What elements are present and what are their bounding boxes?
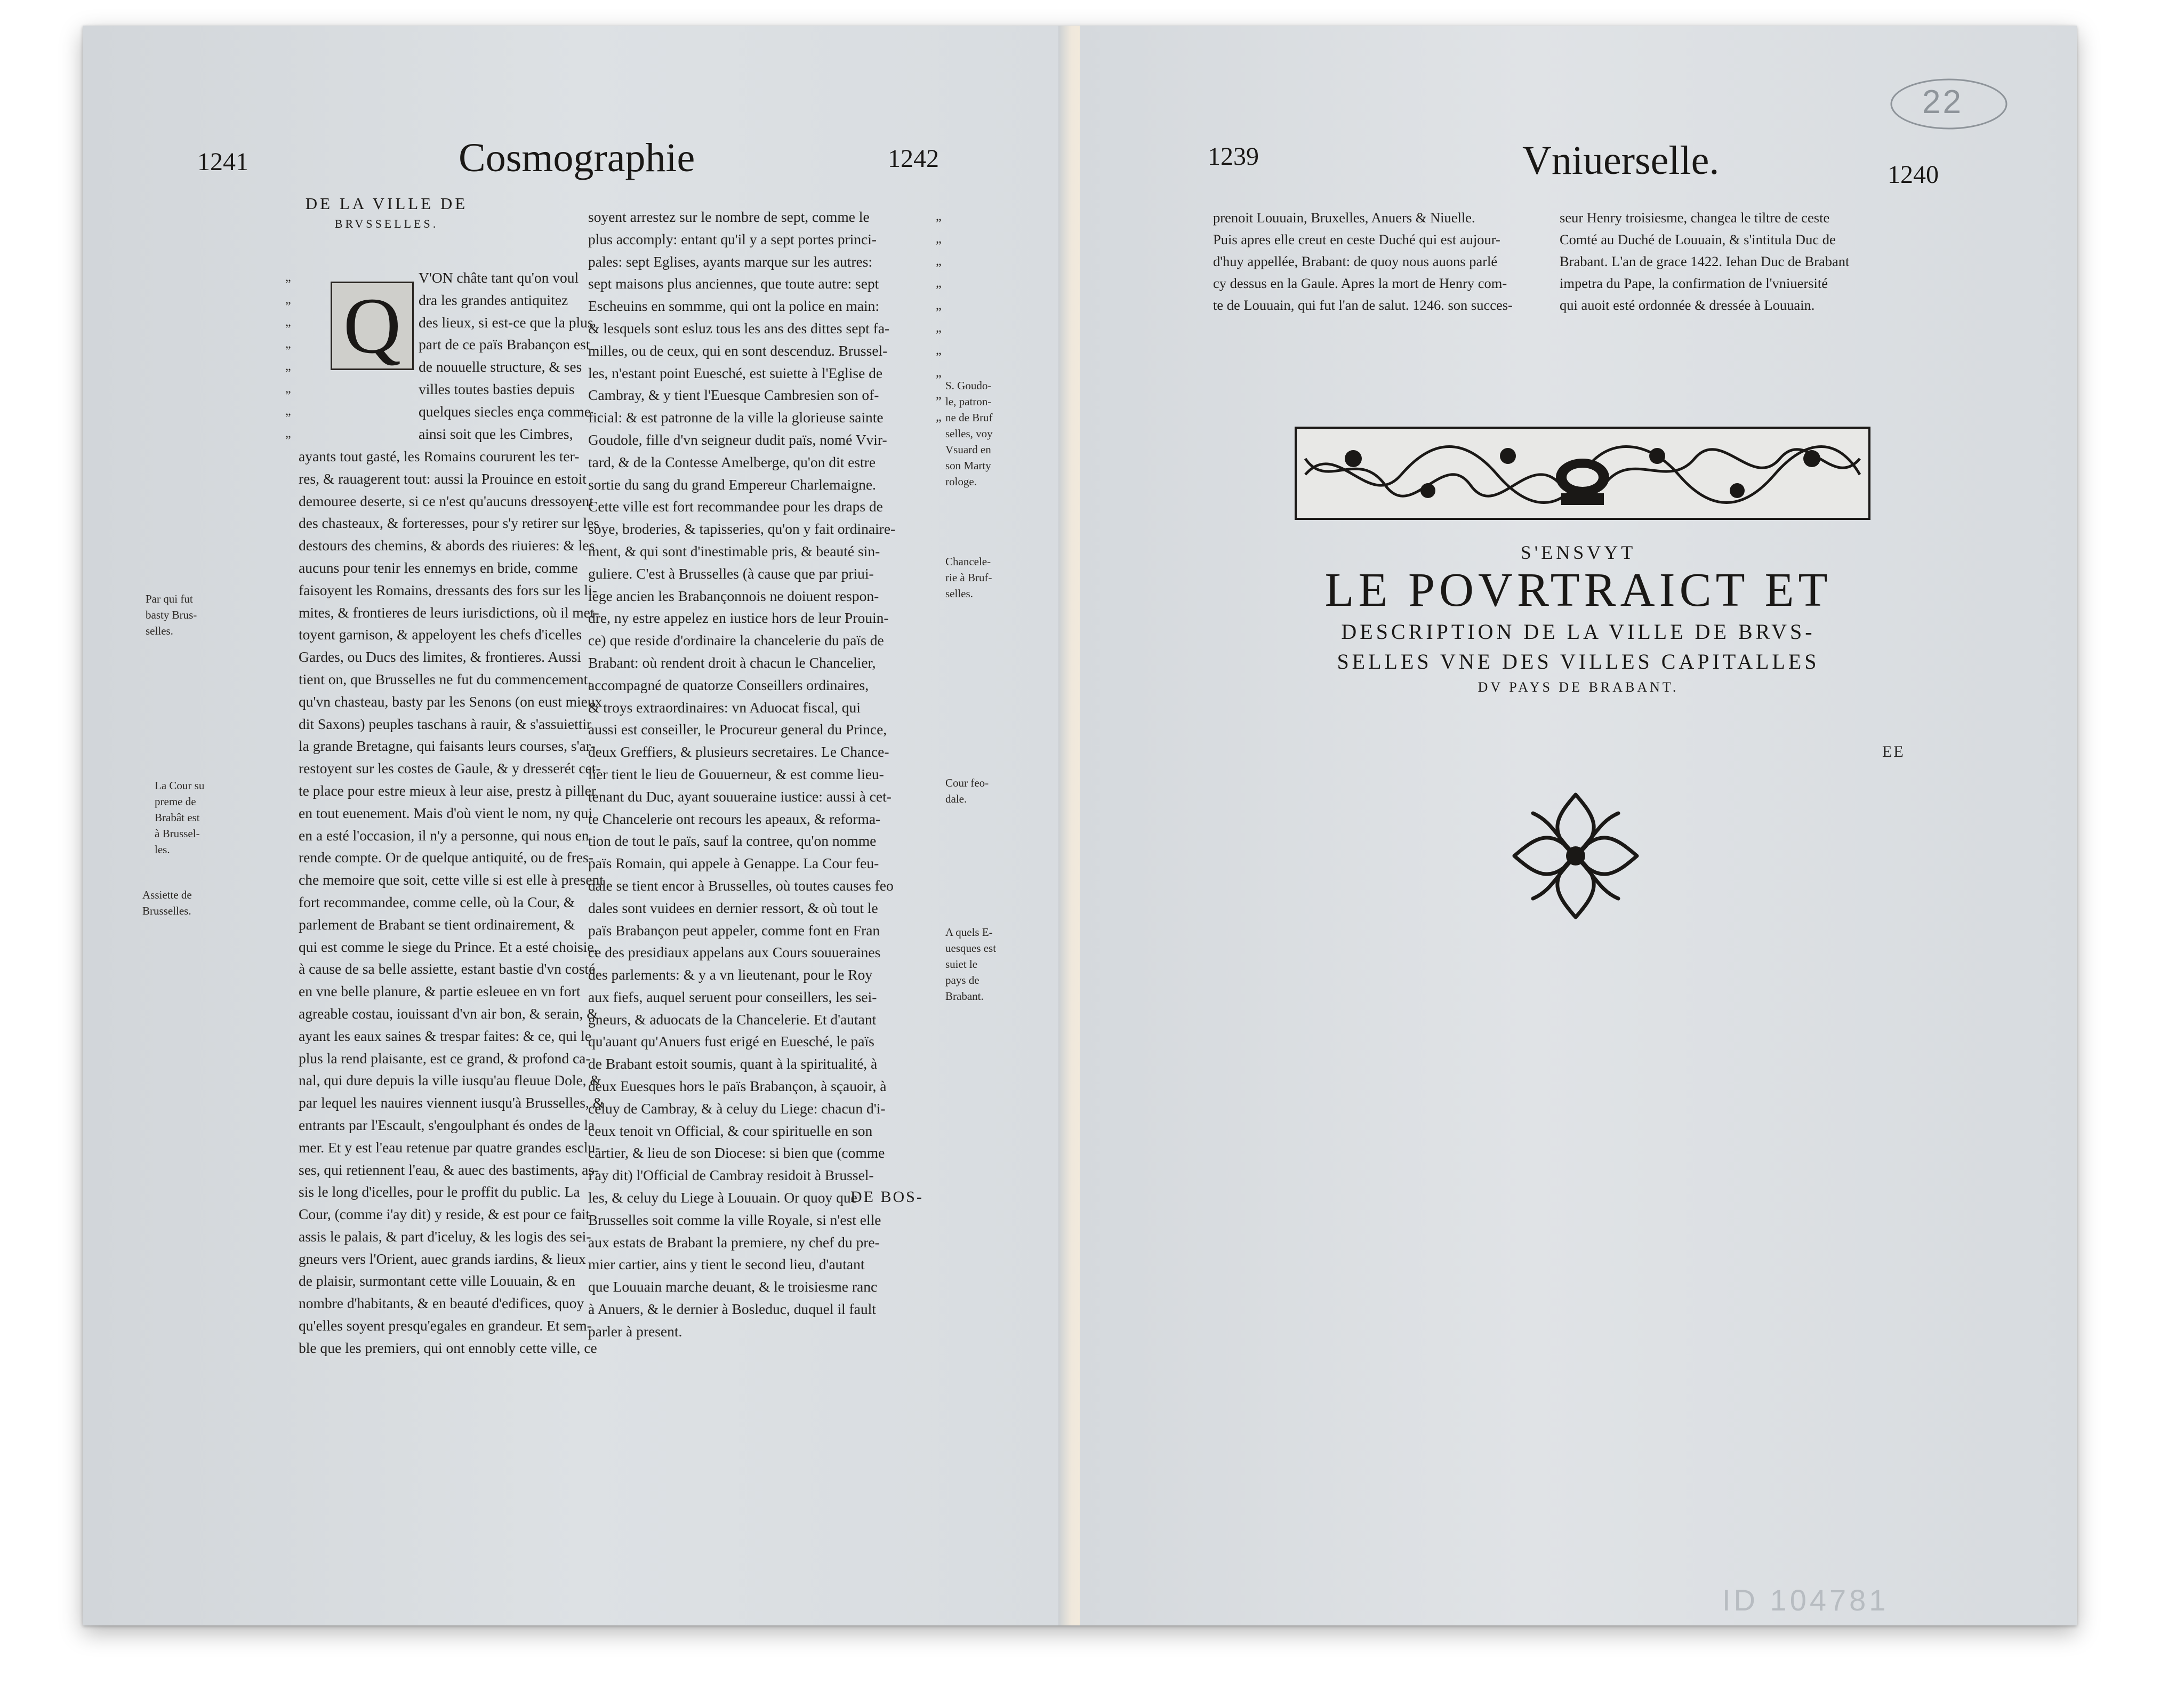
text-line: ceux tenoit vn Official, & cour spirituelle en son xyxy=(588,1122,873,1139)
text-line: Cour, (comme i'ay dit) y reside, & est pour ce fait xyxy=(299,1206,590,1223)
text-line: quelques siecles ença comme xyxy=(419,403,591,420)
text-line: qu'auant qu'Anuers fust erigé en Euesché, le païs xyxy=(588,1033,874,1050)
text-line: lier tient le lieu de Gouuerneur, & est comme lieu- xyxy=(588,765,884,782)
text-line: Gardes, ou Ducs des limites, & frontieres. Aussi xyxy=(299,648,582,666)
text-line: qu'elles soyent presqu'egales en grandeur. Et sem- xyxy=(299,1317,592,1334)
text-line: dit Saxons) peuples taschans à rauir, & s'assuiettir xyxy=(299,715,592,732)
margin-note-line: Chancele- xyxy=(945,555,991,568)
text-line: te Chancelerie ont recours les apeaux, & reforma- xyxy=(588,810,881,827)
signature-mark: EE xyxy=(1882,743,1905,760)
margin-note-left-3 xyxy=(142,887,212,919)
text-line: nombre d'habitants, & en beauté d'edifices, quoy xyxy=(299,1295,584,1312)
text-line: agreable costau, iouissant d'vn air bon, & serain, & xyxy=(299,1005,598,1022)
text-line: res, & rauagerent tout: aussi la Prouince en estoit xyxy=(299,470,587,487)
margin-note-line: les. xyxy=(155,843,170,856)
text-line: à cause de sa belle assiette, estant bastie d'vn costé xyxy=(299,960,596,977)
text-line: te place pour estre mieux à leur aise, prestz à piller xyxy=(299,782,597,799)
text-line: ainsi soit que les Cimbres, xyxy=(419,425,573,442)
quote-mark: „ xyxy=(936,343,942,357)
running-title-cosmographie: Cosmographie xyxy=(459,135,695,180)
text-line: demouree deserte, si ce n'est qu'aucuns dressoyent xyxy=(299,492,593,509)
margin-note-left-1 xyxy=(146,591,210,639)
text-line: en vne belle planure, & partie esleuee en vn fort xyxy=(299,983,581,1000)
text-line: toyent garnison, & appeloyent les chefs d'icelles xyxy=(299,626,582,643)
quote-mark: „ xyxy=(285,337,291,351)
page-number-1242: 1242 xyxy=(888,145,939,173)
text-line: parler à present. xyxy=(588,1323,682,1340)
text-line: Cette ville est fort recommandee pour les draps de xyxy=(588,498,883,515)
margin-note-line: Brabât est xyxy=(155,811,200,824)
text-line: faisoyent les Romains, dressants des fors sur les li- xyxy=(299,581,597,598)
quote-mark: „ xyxy=(936,388,942,402)
text-line: des chasteaux, & forteresses, pour s'y retirer sur les xyxy=(299,515,599,532)
margin-note-line: dale. xyxy=(945,792,967,805)
plate-title xyxy=(1242,541,1914,698)
section-heading-line: BRVSSELLES. xyxy=(334,217,439,230)
text-line: mer. Et y est l'eau retenue par quatre grandes esclu- xyxy=(299,1139,600,1156)
text-line: ce des presidiaux appelans aux Cours souueraines xyxy=(588,944,881,961)
text-line: ses, qui retiennent l'eau, & auec des bastiments, as- xyxy=(299,1161,599,1178)
text-line: ment, & qui sont d'inestimable pris, & beauté sin- xyxy=(588,542,880,559)
text-line: cy dessus en la Gaule. Apres la mort de Henry com- xyxy=(1213,275,1507,291)
quote-mark: „ xyxy=(285,292,291,307)
margin-note-line: Par qui fut xyxy=(146,592,193,605)
margin-note-line: suiet le xyxy=(945,958,978,971)
margin-note-line: A quels E- xyxy=(945,926,993,939)
text-line: que Louuain marche deuant, & le troisiesme ranc xyxy=(588,1278,878,1295)
text-line: tient on, que Brusselles ne fut du commencement, xyxy=(299,670,592,687)
quote-mark: „ xyxy=(285,404,291,418)
text-line: aux estats de Brabant la premiere, ny chef du pre- xyxy=(588,1233,880,1251)
catchword: DE BOS- xyxy=(850,1188,924,1206)
book-sheet xyxy=(83,26,2077,1625)
text-line: Puis apres elle creut en ceste Duché qui est aujour- xyxy=(1213,231,1500,247)
quote-mark: „ xyxy=(285,359,291,374)
text-line: entrants par l'Escault, s'engoulphant és ondes de la xyxy=(299,1116,595,1133)
text-line: deux Greffiers, & plusieurs secretaires. Le Chance- xyxy=(588,743,889,760)
title-ensuyt: S'ENSVYT xyxy=(1520,542,1636,563)
margin-note-left-2 xyxy=(155,778,213,857)
page-number-1239: 1239 xyxy=(1208,142,1259,171)
initial-letter: Q xyxy=(343,282,402,370)
margin-note-right-4 xyxy=(945,924,1009,1004)
text-line: cartier, & lieu de son Diocese: si bien que (comme xyxy=(588,1144,885,1161)
text-line: accompagné de quatorze Conseillers ordinaires, xyxy=(588,676,869,693)
text-line: dale se tient encor à Brusselles, où toutes causes feo xyxy=(588,877,894,894)
text-line: villes toutes basties depuis xyxy=(419,380,575,397)
text-line: parlement de Brabant se tient ordinairement, & xyxy=(299,916,575,933)
margin-note-line: ne de Bruf xyxy=(945,411,993,424)
text-line: guliere. C'est à Brusselles (à cause que par priui- xyxy=(588,565,874,582)
text-line: Goudole, fille d'vn seigneur dudit païs, nomé Vvir- xyxy=(588,431,887,448)
text-line: à Anuers, & le dernier à Bosleduc, duquel il fault xyxy=(588,1301,876,1318)
pencil-inventory-number: ID 104781 xyxy=(1722,1583,1889,1617)
quote-mark: „ xyxy=(285,270,291,284)
quote-mark: „ xyxy=(285,381,291,396)
margin-note-right-2 xyxy=(945,554,1009,602)
text-line: te de Louuain, qui fut l'an de salut. 1246. son succes- xyxy=(1213,297,1513,313)
running-title-vniuerselle: Vniuerselle. xyxy=(1522,138,1720,183)
text-line: sis le long d'icelles, pour le proffit du public. La xyxy=(299,1183,580,1200)
margin-note-line: rologe. xyxy=(945,475,977,488)
text-line: aucuns pour tenir les ennemys en bride, comme xyxy=(299,559,578,576)
text-line: Brabant: où rendent droit à chacun le Chancelier, xyxy=(588,654,876,671)
text-line: ce) que reside d'ordinaire la chancelerie du païs de xyxy=(588,632,884,649)
margin-note-line: Brusselles. xyxy=(142,904,191,917)
text-line: aussi est conseiller, le Procureur general du Prince, xyxy=(588,721,887,738)
text-line: nal, qui dure depuis la ville iusqu'au fleuue Dole, & xyxy=(299,1072,601,1089)
text-line: dra les grandes antiquitez xyxy=(419,291,568,308)
text-line: ayant les eaux saines & trespar faites: & ce, qui le xyxy=(299,1027,592,1044)
quote-mark: „ xyxy=(936,276,942,291)
right-col2 xyxy=(1560,207,1896,316)
margin-note-line: Cour feo- xyxy=(945,776,989,789)
text-line: restoyent sur les costes de Gaule, & y dresserét cet- xyxy=(299,760,601,777)
right-col1 xyxy=(1213,207,1549,316)
quote-mark: „ xyxy=(936,210,942,223)
text-line: che memoire que soit, cette ville si est elle à present xyxy=(299,871,604,888)
text-line: Comté au Duché de Louuain, & s'intitula Duc de xyxy=(1560,231,1836,247)
text-line: deux Euesques hors le païs Brabançon, à sçauoir, à xyxy=(588,1078,887,1095)
text-line: plus accomply: entant qu'il y a sept portes princi- xyxy=(588,230,877,247)
text-line: les, n'estant point Euesché, est suiette à l'Eglise de xyxy=(588,364,883,381)
margin-note-line: Assiette de xyxy=(142,888,192,901)
text-line: païs Brabançon peut appeler, comme font en Fran xyxy=(588,921,880,939)
text-line: qui est comme le siege du Prince. Et a esté choisie, xyxy=(299,938,598,955)
margin-note-line: selles, voy xyxy=(945,427,993,440)
text-line: païs Romain, qui appele à Genappe. La Cour feu- xyxy=(588,855,879,872)
text-line: de plaisir, surmontant cette ville Louuain, & en xyxy=(299,1272,575,1289)
decorated-initial-q xyxy=(331,282,414,370)
quote-mark: „ xyxy=(936,365,942,380)
text-line: & lesquels sont esluz tous les ans des dittes sept fa- xyxy=(588,319,890,336)
text-line: Brabant. L'an de grace 1422. Iehan Duc de Brabant xyxy=(1560,253,1850,269)
text-line: tion de tout le païs, sauf la contree, qu'on nomme xyxy=(588,832,877,849)
text-line: aux fiefs, auquel seruent pour conseillers, les sei- xyxy=(588,988,877,1005)
text-line: ficial: & est patronne de la ville la glorieuse sainte xyxy=(588,409,884,426)
text-line: impetra du Pape, la confirmation de l'vniuersité xyxy=(1560,275,1828,291)
margin-note-line: S. Goudo- xyxy=(945,379,992,392)
quote-mark: „ xyxy=(936,320,942,335)
text-line: seur Henry troisiesme, changea le tiltre de ceste xyxy=(1560,210,1830,226)
woodcut-ornament-band xyxy=(1295,427,1870,520)
text-line: qui auoit esté ordonnée & dressée à Louuain. xyxy=(1560,297,1815,313)
text-line: en tout euenement. Mais d'où vient le nom, ny qui xyxy=(299,804,593,821)
title-brabant: DV PAYS DE BRABANT. xyxy=(1478,679,1679,695)
text-line: assis le palais, & part d'iceluy, & les logis des sei- xyxy=(299,1228,591,1245)
text-line: lege ancien les Brabançonnois ne doiuent respon- xyxy=(588,587,879,604)
text-line: tenant du Duc, ayant souueraine iustice: aussi à cet- xyxy=(588,788,892,805)
margin-note-right-1 xyxy=(945,378,1009,490)
margin-note-line: selles. xyxy=(945,587,973,600)
text-line: ble que les premiers, qui ont ennobly cette ville, ce xyxy=(299,1339,597,1356)
margin-note-line: pays de xyxy=(945,974,979,987)
margin-note-line: son Marty xyxy=(945,459,991,472)
text-line: V'ON châte tant qu'on voul xyxy=(419,269,579,286)
text-line: Brusselles soit comme la ville Royale, si n'est elle xyxy=(588,1211,881,1228)
margin-note-right-3 xyxy=(945,775,1009,807)
margin-note-line: à Brussel- xyxy=(155,827,200,840)
quote-mark: „ xyxy=(285,426,291,440)
text-line: plus la rend plaisante, est ce grand, & profond ca- xyxy=(299,1049,591,1067)
text-line: Cambray, & y tient l'Euesque Cambresien son of- xyxy=(588,387,879,404)
left-col2 xyxy=(588,206,929,1343)
text-line: qu'vn chasteau, basty par les Senons (on eust mieux xyxy=(299,693,603,710)
margin-note-line: le, patron- xyxy=(945,395,992,408)
fleuron-ornament xyxy=(1504,784,1648,928)
margin-note-line: selles. xyxy=(146,624,173,637)
text-line: de Brabant estoit soumis, quant à la spiritualité, à xyxy=(588,1055,878,1072)
page-number-1240: 1240 xyxy=(1888,161,1939,189)
text-line: prenoit Louuain, Bruxelles, Anuers & Niuelle. xyxy=(1213,210,1475,226)
pencil-number: 22 xyxy=(1922,84,1963,121)
left-col1-body xyxy=(299,445,619,1359)
text-line: par lequel les nauires viennent iusqu'à Brusselles, & xyxy=(299,1094,605,1111)
margin-note-line: Vsuard en xyxy=(945,443,991,456)
quote-mark: „ xyxy=(936,410,942,424)
text-line: ayants tout gasté, les Romains coururent les ter- xyxy=(299,448,580,464)
text-line: mites, & frontieres de leurs iurisdictions, où il met- xyxy=(299,604,599,621)
section-heading-line: DE LA VILLE DE xyxy=(305,194,468,213)
quote-mark: „ xyxy=(936,254,942,268)
text-line: fort recommandee, comme celle, où la Cour, & xyxy=(299,893,575,910)
text-line: rende compte. Or de quelque antiquité, ou de fres- xyxy=(299,849,593,866)
text-line: milles, ou de ceux, qui en sont descenduz. Brussel- xyxy=(588,342,888,359)
text-line: destours des chemins, & abords des riuieres: & les xyxy=(299,537,595,554)
text-line: sortie du sang du grand Empereur Charlemaigne. xyxy=(588,476,876,493)
text-line: sept maisons plus anciennes, que toute autre: sept xyxy=(588,275,879,292)
text-line: dales sont vuidees en dernier ressort, & où tout le xyxy=(588,899,878,916)
text-line: de nouuelle structure, & ses xyxy=(419,358,582,375)
section-heading xyxy=(264,194,509,234)
text-line: i'ay dit) l'Official de Cambray residoit à Brussel- xyxy=(588,1167,874,1184)
text-line: la grande Bretagne, qui faisants leurs courses, s'ar- xyxy=(299,738,596,755)
title-main: LE POVRTRAICT ET xyxy=(1324,564,1832,616)
margin-note-line: Brabant. xyxy=(945,990,984,1003)
text-line: en a esté l'occasion, il n'y a personne, qui nous en xyxy=(299,827,589,844)
text-line: soye, broderies, & tapisseries, qu'on y fait ordinaire- xyxy=(588,520,896,538)
text-line: des lieux, si est-ce que la plus xyxy=(419,314,593,331)
title-description: DESCRIPTION DE LA VILLE DE BRVS- xyxy=(1341,620,1816,644)
text-line: les, & celuy du Liege à Louuain. Or quoy que xyxy=(588,1189,857,1206)
margin-note-line: basty Brus- xyxy=(146,608,197,621)
quote-mark: „ xyxy=(285,315,291,329)
left-page xyxy=(83,26,1080,1625)
text-line: Escheuins en sommme, qui ont la police en main: xyxy=(588,298,880,315)
text-line: celuy de Cambray, & à celuy du Liege: chacun d'i- xyxy=(588,1100,886,1117)
margin-note-line: La Cour su xyxy=(155,779,205,792)
text-line: des parlements: & y a vn lieutenant, pour le Roy xyxy=(588,966,873,983)
margin-note-line: rie à Bruf- xyxy=(945,571,992,584)
text-line: part de ce païs Brabançon est xyxy=(419,336,590,353)
quote-marks-col1 xyxy=(285,267,291,445)
text-line: d'huy appellée, Brabant: de quoy nous auons parlé xyxy=(1213,253,1498,269)
text-line: pales: sept Eglises, ayants marque sur les autres: xyxy=(588,253,873,270)
text-line: mier cartier, ains y tient le second lieu, d'autant xyxy=(588,1256,865,1273)
quote-marks-col2 xyxy=(936,206,942,429)
text-line: soyent arrestez sur le nombre de sept, comme le xyxy=(588,209,870,225)
margin-note-line: uesques est xyxy=(945,942,997,955)
page-number-1241: 1241 xyxy=(197,148,248,176)
text-line: & troys extraordinaires: vn Aduocat fiscal, qui xyxy=(588,699,861,716)
text-line: tard, & de la Contesse Amelberge, qu'on dit estre xyxy=(588,453,876,470)
text-line: gneurs, & aduocats de la Chancelerie. Et d'autant xyxy=(588,1011,877,1028)
quote-mark: „ xyxy=(936,299,942,313)
quote-mark: „ xyxy=(936,231,942,246)
text-line: dre, ny estre appelez en iustice hors de leur Prouin- xyxy=(588,610,889,627)
text-line: gneurs vers l'Orient, auec grands iardins, & lieux xyxy=(299,1250,586,1267)
margin-note-line: preme de xyxy=(155,795,196,808)
title-selles: SELLES VNE DES VILLES CAPITALLES xyxy=(1337,650,1820,674)
